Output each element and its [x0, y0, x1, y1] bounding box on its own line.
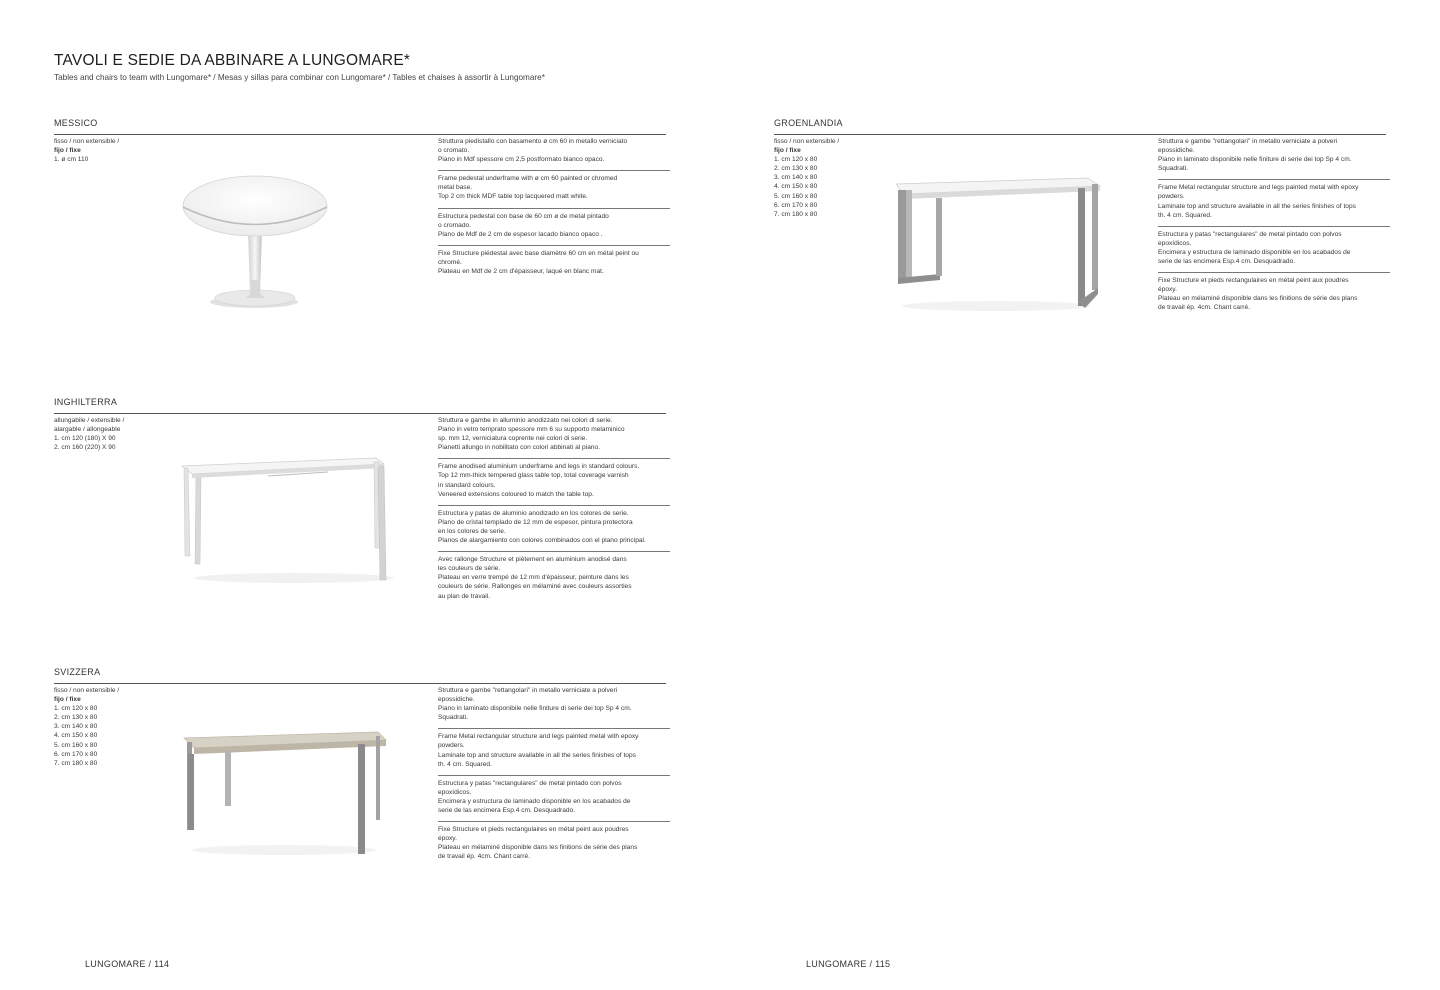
- description-en: [438, 458, 670, 498]
- size-line: 6. cm 170 x 80: [774, 201, 818, 209]
- size-line: 2. cm 130 x 80: [54, 714, 98, 722]
- description-it: [438, 137, 670, 164]
- description-line: de travail ép. 4cm. Chant carré.: [1158, 304, 1250, 312]
- description-line: o cromato.: [438, 147, 470, 155]
- description-line: Estructura y patas de aluminio anodizado en los colores de serie.: [438, 509, 629, 517]
- description-it: [1158, 137, 1390, 173]
- size-list-groenlandia: [774, 137, 839, 219]
- size-list-inghilterra: [54, 416, 124, 452]
- description-it: [438, 416, 670, 452]
- description-line: les couleurs de série.: [438, 565, 501, 573]
- description-line: epossidiche.: [1158, 147, 1195, 155]
- size-line: 5. cm 160 x 80: [774, 192, 818, 200]
- description-line: Laminate top and structure available in all the series finishes of tops: [1158, 202, 1356, 210]
- description-column-groenlandia: [1158, 137, 1390, 319]
- description-line: en los colores de serie.: [438, 527, 506, 535]
- description-line: Veneered extensions coloured to match the table top.: [438, 490, 594, 498]
- description-line: Planos de alargamiento con colores combinados con el plano principal.: [438, 537, 646, 545]
- description-line: Piano in Mdf spessore cm 2,5 postformato bianco opaco.: [438, 156, 605, 164]
- description-line: Top 12 mm-thick tempered glass table top, total coverage varnish: [438, 472, 629, 480]
- description-line: Piano in laminato disponibile nelle finiture di serie dei top Sp 4 cm.: [1158, 156, 1352, 164]
- size-line: 1. cm 120 x 80: [774, 156, 818, 164]
- description-line: o cromado.: [438, 221, 471, 229]
- description-line: serie de las encimera Esp.4 cm. Desquadrado.: [438, 807, 576, 815]
- description-line: in standard colours.: [438, 481, 496, 489]
- description-line: epoxídicos.: [1158, 239, 1192, 247]
- description-line: Pianetti allungo in nobilitato con colori abbinati al piano.: [438, 444, 601, 452]
- description-line: sp. mm 12, verniciatura coprente nei colori di serie.: [438, 435, 588, 443]
- size-line: alargable / allongeable: [54, 426, 121, 434]
- section-title-groenlandia: GROENLANDIA: [774, 118, 843, 128]
- description-line: Squadrati.: [1158, 165, 1189, 173]
- description-line: Frame Metal rectangular structure and legs painted metal with epoxy: [1158, 184, 1359, 192]
- description-fr: [438, 821, 670, 861]
- description-es: [438, 505, 670, 545]
- description-line: Struttura piedistallo con basamento ø cm 60 in metallo verniciato: [438, 138, 628, 145]
- page-folio-left: LUNGOMARE / 114: [85, 959, 170, 969]
- description-line: époxy.: [1158, 286, 1177, 294]
- section-rule: [54, 413, 666, 414]
- description-line: Top 2 cm thick MDF table top lacquered matt white.: [438, 193, 588, 201]
- description-line: powders.: [1158, 193, 1185, 201]
- description-es: [1158, 226, 1390, 266]
- size-line: fijo / fixe: [54, 696, 81, 704]
- size-line: fijo / fixe: [774, 147, 801, 155]
- description-en: [438, 728, 670, 768]
- description-line: Plateau en mélaminé disponible dans les finitions de série des plans: [1158, 295, 1358, 303]
- description-line: Avec rallonge Structure et piètement en aluminium anodisé dans: [438, 556, 627, 564]
- size-line: 3. cm 140 x 80: [54, 723, 98, 731]
- description-fr: [1158, 272, 1390, 312]
- size-line: 3. cm 140 x 80: [774, 174, 818, 182]
- description-line: Struttura e gambe "rettangolari" in metallo verniciate a polveri: [438, 687, 618, 694]
- size-line: 5. cm 160 x 80: [54, 741, 98, 749]
- section-rule: [54, 134, 666, 135]
- description-line: chromé.: [438, 258, 462, 266]
- section-rule: [54, 683, 666, 684]
- description-column-inghilterra: [438, 416, 670, 607]
- description-line: Fixe Structure piédestal avec base diamètre 60 cm en métal peint ou: [438, 249, 639, 257]
- section-title-svizzera: SVIZZERA: [54, 667, 101, 677]
- size-list-messico: [54, 137, 119, 164]
- description-line: th. 4 cm. Squared.: [438, 760, 492, 768]
- description-line: metal base.: [438, 184, 473, 192]
- description-line: Frame pedestal underframe with ø cm 60 painted or chromed: [438, 175, 618, 183]
- description-line: epoxídicos.: [438, 788, 472, 796]
- description-es: [438, 775, 670, 815]
- page-folio-right: LUNGOMARE / 115: [806, 959, 891, 969]
- size-line: 2. cm 160 (220) X 90: [54, 444, 116, 452]
- description-line: epossidiche.: [438, 696, 475, 704]
- section-rule: [774, 134, 1386, 135]
- description-line: Piano in vetro temprato spessore mm 6 su supporto melaminico: [438, 426, 625, 434]
- size-line: fisso / non extensible /: [54, 687, 120, 694]
- size-line: 2. cm 130 x 80: [774, 165, 818, 173]
- size-line: 7. cm 180 x 80: [774, 210, 818, 218]
- product-image-inghilterra: [178, 452, 412, 586]
- description-line: Fixe Structure et pieds rectangulaires en métal peint aux poudres: [1158, 277, 1349, 285]
- description-line: Plano de cristal templado de 12 mm de espesor, pintura protectora: [438, 518, 633, 526]
- description-line: Piano in laminato disponibile nelle finiture di serie dei top Sp 4 cm.: [438, 705, 632, 713]
- description-line: Squadrati.: [438, 714, 469, 722]
- description-en: [1158, 179, 1390, 219]
- size-line: fijo / fixe: [54, 147, 81, 155]
- description-line: Fixe Structure et pieds rectangulaires en métal peint aux poudres: [438, 826, 629, 834]
- size-line: allungabile / extensible /: [54, 417, 125, 424]
- description-line: Plateau en mélaminé disponible dans les finitions de série des plans: [438, 844, 638, 852]
- description-line: Struttura e gambe "rettangolari" in metallo verniciate a polveri: [1158, 138, 1338, 145]
- description-column-messico: [438, 137, 670, 282]
- section-title-messico: MESSICO: [54, 118, 98, 128]
- size-line: 1. cm 120 (180) X 90: [54, 435, 116, 443]
- size-line: fisso / non extensible /: [54, 138, 120, 145]
- page-title: TAVOLI E SEDIE DA ABBINARE A LUNGOMARE*: [54, 52, 411, 69]
- description-it: [438, 686, 670, 722]
- description-fr: [438, 551, 670, 600]
- description-line: Estructura pedestal con base de 60 cm ø de metal pintado: [438, 212, 609, 220]
- description-line: époxy.: [438, 835, 457, 843]
- description-fr: [438, 245, 670, 276]
- size-line: 1. cm 120 x 80: [54, 705, 98, 713]
- product-image-svizzera: [180, 726, 390, 858]
- description-line: couleurs de série. Rallonges en mélaminé avec couleurs assorties: [438, 583, 632, 591]
- size-line: 7. cm 180 x 80: [54, 759, 98, 767]
- description-line: au plan de travail.: [438, 592, 491, 600]
- description-line: Plano de Mdf de 2 cm de espesor lacado bianco opaco .: [438, 230, 603, 238]
- size-line: fisso / non extensible /: [774, 138, 840, 145]
- description-line: serie de las encimera Esp.4 cm. Desquadrado.: [1158, 258, 1296, 266]
- description-line: Struttura e gambe in alluminio anodizzato nei colori di serie.: [438, 417, 613, 424]
- size-line: 4. cm 150 x 80: [774, 183, 818, 191]
- description-line: de travail ép. 4cm. Chant carré.: [438, 853, 530, 861]
- size-list-svizzera: [54, 686, 119, 768]
- description-line: Frame Metal rectangular structure and legs painted metal with epoxy: [438, 733, 639, 741]
- page-subtitle: Tables and chairs to team with Lungomare* / Mesas y sillas para combinar con Lungomare* / Tables et chaises à assortir à Lungomare*: [54, 73, 545, 82]
- product-image-groenlandia: [892, 170, 1108, 312]
- description-line: th. 4 cm. Squared.: [1158, 211, 1212, 219]
- description-line: Encimera y estructura de laminado disponible en los acabados de: [438, 797, 631, 805]
- section-title-inghilterra: INGHILTERRA: [54, 397, 118, 407]
- description-en: [438, 170, 670, 201]
- size-line: 4. cm 150 x 80: [54, 732, 98, 740]
- description-line: Frame anodised aluminium underframe and legs in standard colours.: [438, 463, 640, 471]
- description-line: Estructura y patas "rectangulares" de metal pintado con polvos: [1158, 230, 1342, 238]
- description-line: Encimera y estructura de laminado disponible en los acabados de: [1158, 248, 1351, 256]
- product-image-messico: [178, 170, 338, 310]
- description-line: powders.: [438, 742, 465, 750]
- description-line: Plateau en verre trempé de 12 mm d'épaisseur, peinture dans les: [438, 574, 629, 582]
- description-column-svizzera: [438, 686, 670, 868]
- description-es: [438, 208, 670, 239]
- size-line: 6. cm 170 x 80: [54, 750, 98, 758]
- description-line: Plateau en Mdf de 2 cm d'épaisseur, laqué en blanc mat.: [438, 268, 604, 276]
- description-line: Estructura y patas "rectangulares" de metal pintado con polvos: [438, 779, 622, 787]
- size-line: 1. ø cm 110: [54, 156, 89, 164]
- description-line: Laminate top and structure available in all the series finishes of tops: [438, 751, 636, 759]
